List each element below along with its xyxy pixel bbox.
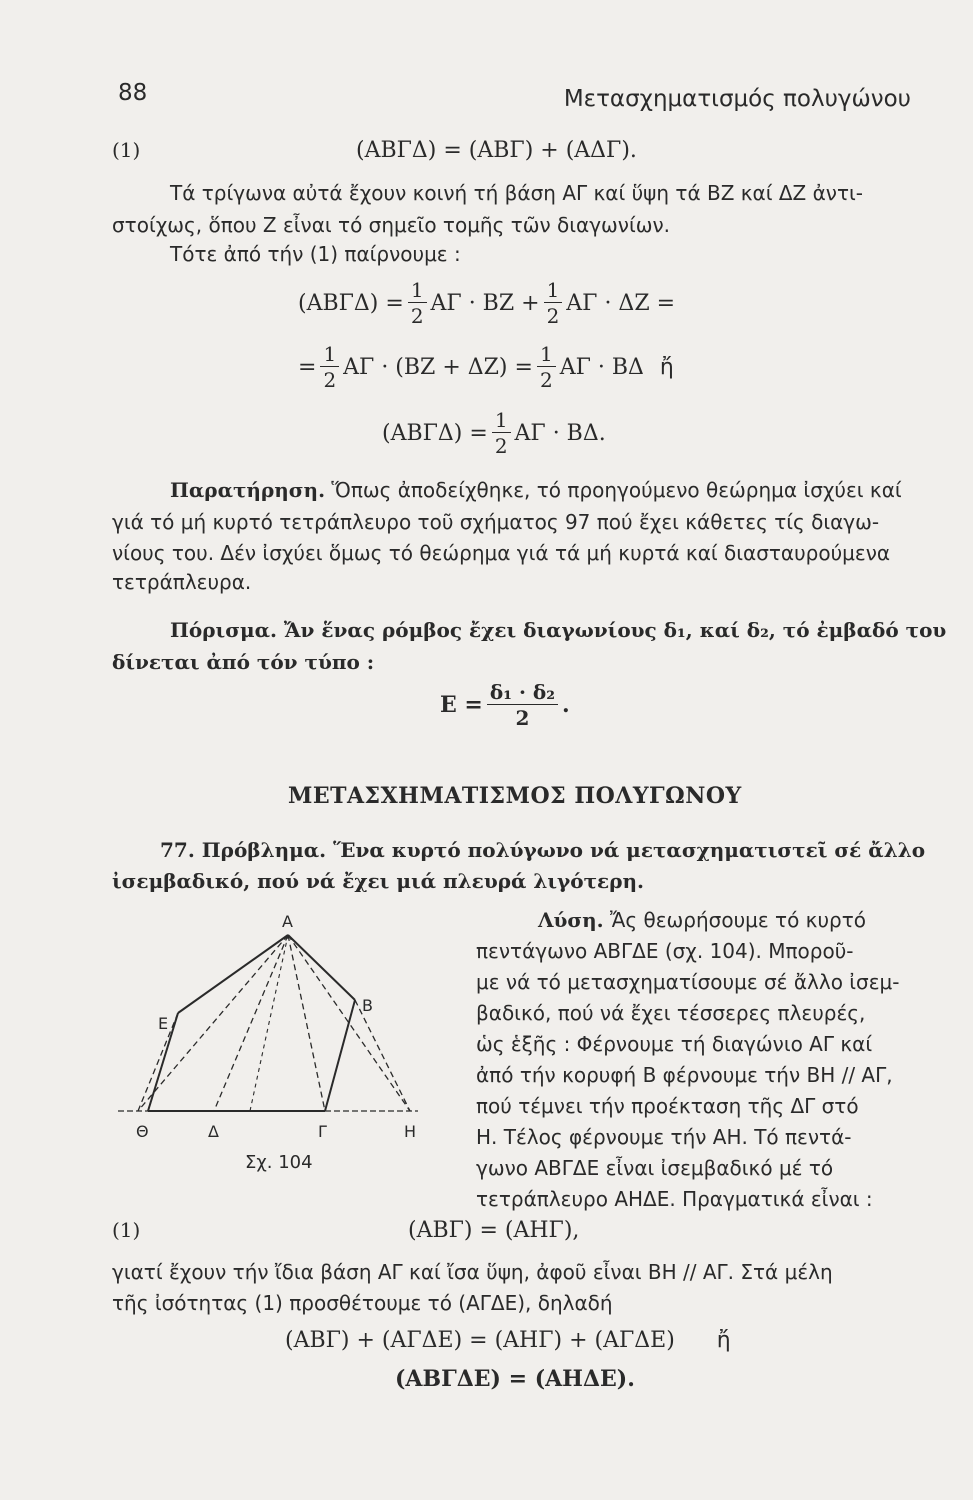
remark-text: Ὅπως ἀποδείχθηκε, τό προηγούμενο θεώρημα ἰσχύει καί — [331, 478, 902, 502]
solution-line: Η. Τέλος φέρνουμε τήν ΑΗ. Τό πεντά- — [476, 1125, 852, 1149]
derivation-text: (ΑΒΓΔ) = — [382, 420, 488, 446]
label-h: H — [404, 1122, 417, 1141]
equation-triangles-equal: (ΑΒΓ) = (ΑΗΓ), — [408, 1218, 580, 1243]
label-delta: Δ — [208, 1122, 219, 1141]
problem-line-1 — [160, 840, 925, 860]
line-b-h — [355, 1000, 410, 1111]
figure-104 — [110, 905, 450, 1155]
solution-line: ὡς ἑξῆς : Φέρνουμε τή διαγώνιο ΑΓ καί — [476, 1032, 873, 1056]
fraction-one-half: $\frac{1}{2}$ — [408, 280, 427, 326]
remark-line-1 — [170, 480, 902, 500]
formula-lhs: Ε = — [440, 692, 483, 718]
solution-line: τετράπλευρο ΑΗΔΕ. Πραγματικά εἶναι : — [476, 1187, 873, 1211]
derivation-text: ΑΓ · ΒΖ + — [430, 290, 540, 316]
remark-line: νίους του. Δέν ἰσχύει ὅμως τό θεώρημα γιά τά μή κυρτά καί διασταυρούμενα — [112, 541, 891, 565]
side-a-b — [288, 935, 355, 1000]
fraction-one-half: $\frac{1}{2}$ — [492, 410, 511, 456]
label-e: E — [158, 1014, 169, 1033]
derivation-text: (ΑΒΓΔ) = — [298, 290, 404, 316]
equation-area-split: (ΑΒΓΔ) = (ΑΒΓ) + (ΑΔΓ). — [356, 138, 637, 163]
figure-caption: Σχ. 104 — [245, 1152, 313, 1173]
formula-end: . — [561, 692, 570, 718]
formula-fraction: $\frac{\text{δ₁ · δ₂}}{2}$ — [487, 682, 558, 728]
derivation-text: ΑΓ · ΒΔ. — [514, 420, 606, 446]
solution-line: γωνο ΑΒΓΔΕ εἶναι ἰσεμβαδικό μέ τό — [476, 1156, 834, 1180]
label-theta: Θ — [136, 1122, 149, 1141]
corollary-label: Πόρισμα. — [170, 618, 277, 642]
section-title: ΜΕΤΑΣΧΗΜΑΤΙΣΜΟΣ ΠΟΛΥΓΩΝΟΥ — [288, 783, 742, 809]
derivation-or: ἤ — [659, 354, 674, 380]
paragraph-line: τῆς ἰσότητας (1) προσθέτουμε τό (ΑΓΔΕ), δηλαδή — [112, 1291, 613, 1315]
running-title: Μετασχηματισμός πολυγώνου — [563, 86, 911, 112]
corollary-text: Ἄν ἕνας ρόμβος ἔχει διαγωνίους δ₁, καί δ₂, τό ἐμβαδό του — [283, 618, 947, 642]
solution-line: με νά τό μετασχηματίσουμε σέ ἄλλο ἰσεμ- — [476, 970, 900, 994]
corollary-line-1 — [170, 620, 946, 640]
problem-line: ἰσεμβαδικό, πού νά ἔχει μιά πλευρά λιγότερη. — [112, 869, 645, 893]
fraction-one-half: $\frac{1}{2}$ — [544, 280, 563, 326]
derivation-text: = — [298, 354, 317, 380]
fraction-one-half: $\frac{1}{2}$ — [537, 344, 556, 390]
side-b-gamma — [325, 1000, 355, 1111]
remark-line: τετράπλευρα. — [112, 570, 252, 594]
label-gamma: Γ — [318, 1122, 327, 1141]
problem-label: 77. Πρόβλημα. — [160, 838, 327, 862]
fraction-one-half: $\frac{1}{2}$ — [320, 344, 339, 390]
paragraph-line: στοίχως, ὅπου Ζ εἶναι τό σημεῖο τομῆς τῶν διαγωνίων. — [112, 213, 670, 237]
final-equation-1: (ΑΒΓ) + (ΑΓΔΕ) = (ΑΗΓ) + (ΑΓΔΕ) ἤ — [285, 1328, 731, 1353]
paragraph-line: Τά τρίγωνα αὐτά ἔχουν κοινή τή βάση ΑΓ καί ὕψη τά ΒΖ καί ΔΖ ἀντι- — [170, 181, 863, 205]
paragraph-line: Τότε ἀπό τήν (1) παίρνουμε : — [170, 242, 461, 266]
final-equation-2: (ΑΒΓΔΕ) = (ΑΗΔΕ). — [395, 1366, 635, 1392]
derivation-row-2 — [298, 344, 674, 390]
solution-line: πεντάγωνο ΑΒΓΔΕ (σχ. 104). Μποροῦ- — [476, 939, 854, 963]
page-number: 88 — [118, 80, 148, 106]
problem-text: Ἕνα κυρτό πολύγωνο νά μετασχηματιστεῖ σέ ἄλλο — [333, 838, 926, 862]
solution-line: βαδικό, πού νά ἔχει τέσσερες πλευρές, — [476, 1001, 866, 1025]
rhombus-area-formula — [440, 682, 570, 728]
label-a: A — [282, 912, 293, 931]
derivation-row-3 — [382, 410, 606, 456]
paragraph-line: γιατί ἔχουν τήν ἴδια βάση ΑΓ καί ἴσα ὕψη, ἀφοῦ εἶναι ΒΗ // ΑΓ. Στά μέλη — [112, 1260, 833, 1284]
solution-label: Λύση. — [538, 908, 604, 932]
equation-label: (1) — [112, 1218, 141, 1242]
derivation-text: ΑΓ · ΔΖ = — [566, 290, 676, 316]
derivation-text: ΑΓ · ΒΔ — [559, 354, 644, 380]
solution-line-1: Λύση. Ἄς θεωρήσουμε τό κυρτό — [538, 908, 867, 932]
line-a-mid — [250, 935, 288, 1111]
derivation-row-1 — [298, 280, 675, 326]
remark-line: γιά τό μή κυρτό τετράπλευρο τοῦ σχήματος 97 πού ἔχει κάθετες τίς διαγω- — [112, 510, 880, 534]
solution-line: πού τέμνει τήν προέκταση τῆς ΔΓ στό — [476, 1094, 859, 1118]
solution-line: ἀπό τήν κορυφή Β φέρνουμε τήν ΒΗ // ΑΓ, — [476, 1063, 893, 1087]
derivation-text: ΑΓ · (ΒΖ + ΔΖ) = — [343, 354, 533, 380]
final-or: ἤ — [716, 1328, 731, 1353]
equation-label: (1) — [112, 138, 141, 162]
remark-label: Παρατήρηση. — [170, 478, 326, 502]
corollary-line: δίνεται ἀπό τόν τύπο : — [112, 650, 375, 674]
label-b: B — [362, 996, 373, 1015]
